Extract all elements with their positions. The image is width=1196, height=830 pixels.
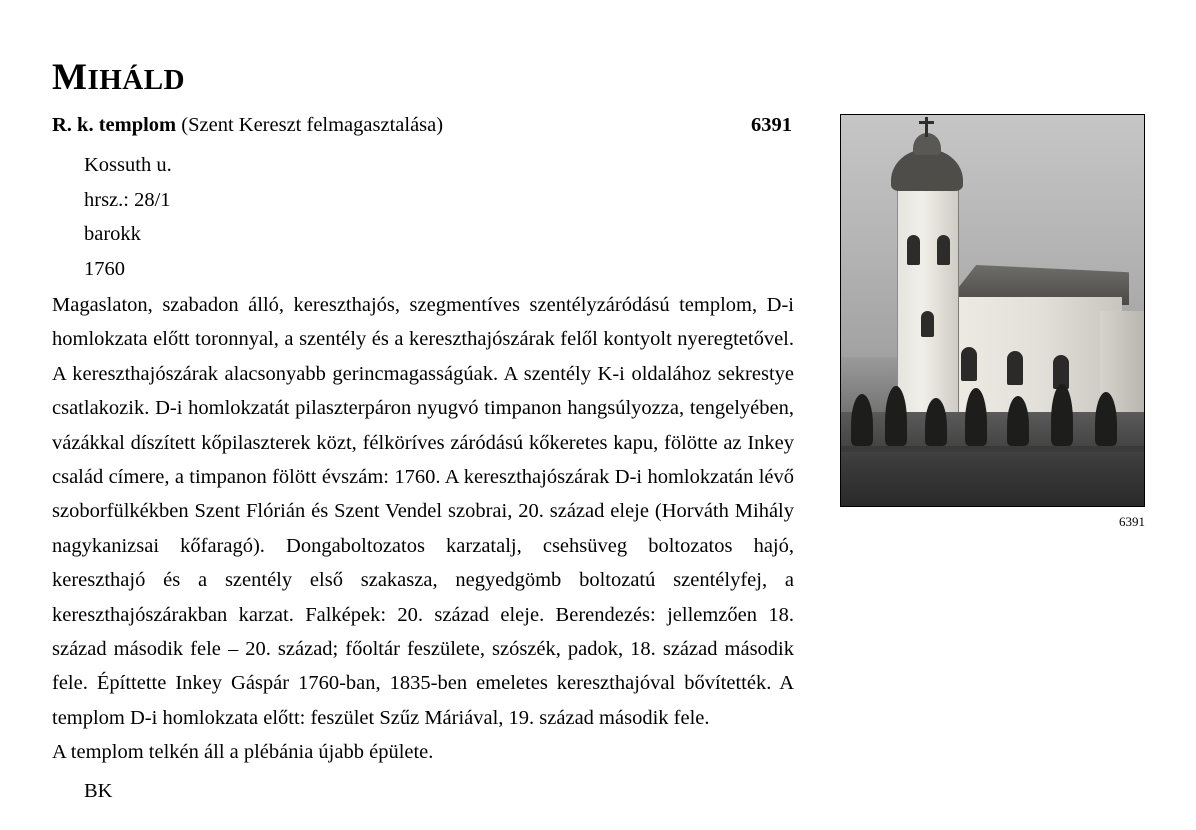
entry-name: R. k. templom [52,114,177,136]
photo-tree [1095,392,1117,446]
entry-body [52,288,794,770]
entry-last-line: A templom telkén áll a plébánia újabb épülete. [52,741,434,764]
photo-fence [841,446,1144,452]
entry-style: barokk [84,223,141,245]
page-title [52,56,186,98]
entry-author-initials: BK [84,780,113,802]
cross-icon [925,117,928,137]
photo-tree [885,386,907,446]
entry-year: 1760 [84,257,125,280]
photo-tower-window [921,311,934,337]
entry-meta [84,148,172,286]
page-title-initial: M [52,56,88,98]
entry-parcel: hrsz.: 28/1 [84,188,171,211]
church-photo [841,115,1144,506]
photo-trees [841,382,1144,446]
figure [840,114,1145,530]
photo-tower-window [907,235,920,265]
entry-id: 6391 [751,114,792,136]
entry-description: Magaslaton, szabadon álló, kereszthajós, szegmentíves szentélyzáródású templom, D-i homlokzata előtt toronnyal, a szentély és a kereszthajószárak felől kontyolt nyeregtetővel. A kereszthajószárak alacsonyabb gerincmagasságúak. A szentély K-i oldalához sekrestye csatlakozik. D-i homlokzatát pilaszterpáron nyugvó timpanon hangsúlyozza, tengelyében, vázákkal díszített kőpilaszterek közt, félköríves záródású kőkeretes kapu, fölötte az Inkey család címere, a timpanon fölött évszám: 1760. A kereszthajószárak D-i homlokzatán lévő szoborfülkékben Szent Flórián és Szent Vendel szobrai, 20. század eleje (Horváth Mihály nagykanizsai kőfaragó). Dongaboltozatos karzatalj, csehsüveg boltozatos hajó, kereszthajó és a szentély első szakasza, negyedgömb boltozatú szentélyfej, a kereszthajószárakban karzat. Falképek: 20. század eleje. Berendezés: jellemzően 18. század második fele – 20. század; főoltár feszülete, szószék, padok, 18. század második fele. Építtette Inkey Gáspár 1760-ban, 1835-ben emeletes kereszthajóval bővítették. A templom D-i homlokzata előtt: feszület Szűz Máriával, 19. század második fele. [52,294,794,729]
photo-tree [925,398,947,446]
photo-tree [1007,396,1029,446]
photo-tree [1051,384,1073,446]
photo-tree [965,388,987,446]
photo-nave-window [1007,351,1023,385]
entry-header [52,113,792,138]
entry-dedication: (Szent Kereszt felmagasztalása) [181,114,444,136]
photo-nave-window [961,347,977,381]
photo-tree [851,394,873,446]
figure-caption: 6391 [1119,514,1145,529]
entry-address: Kossuth u. [84,154,172,176]
photo-tower-window [937,235,950,265]
page-title-rest: IHÁLD [87,63,186,96]
figure-image [840,114,1145,507]
